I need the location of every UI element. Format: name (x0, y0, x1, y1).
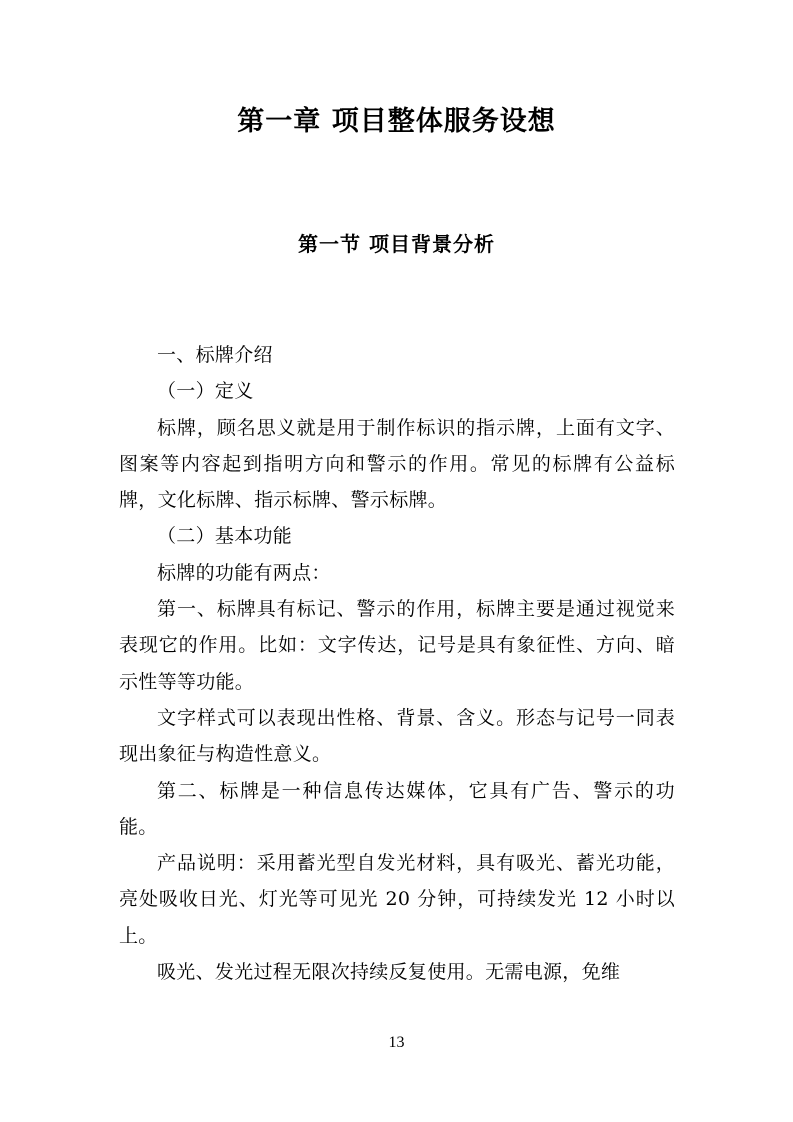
heading-sign-intro: 一、标牌介绍 (157, 344, 273, 366)
section-title: 第一节 项目背景分析 (298, 232, 495, 256)
subheading-basic-functions: （二）基本功能 (157, 525, 293, 548)
page-number: 13 (388, 1034, 405, 1051)
paragraph-function-two: 第二、标牌是一种信息传达媒体，它具有广告、警示的功能。 (119, 779, 675, 838)
paragraph-text-style: 文字样式可以表现出性格、背景、含义。形态与记号一同表现出象征与构造性意义。 (119, 706, 675, 766)
body-text (119, 337, 675, 990)
paragraph-usage: 吸光、发光过程无限次持续反复使用。无需电源，免维 (157, 961, 621, 984)
paragraph-definition: 标牌，顾名思义就是用于制作标识的指示牌，上面有文字、图案等内容起到指明方向和警示的作用。常见的标牌有公益标牌，文化标牌、指示标牌、警示标牌。 (119, 416, 675, 512)
paragraph-product-description: 产品说明：采用蓄光型自发光材料，具有吸光、蓄光功能，亮处吸收日光、灯光等可见光 20 分钟，可持续发光 12 小时以上。 (119, 852, 675, 947)
chapter-title: 第一章 项目整体服务设想 (237, 106, 556, 137)
subheading-definition: （一）定义 (157, 380, 254, 403)
paragraph-functions-intro: 标牌的功能有两点： (157, 561, 331, 584)
paragraph-function-one: 第一、标牌具有标记、警示的作用，标牌主要是通过视觉来表现它的作用。比如：文字传达，记号是具有象征性、方向、暗示性等等功能。 (119, 598, 675, 693)
